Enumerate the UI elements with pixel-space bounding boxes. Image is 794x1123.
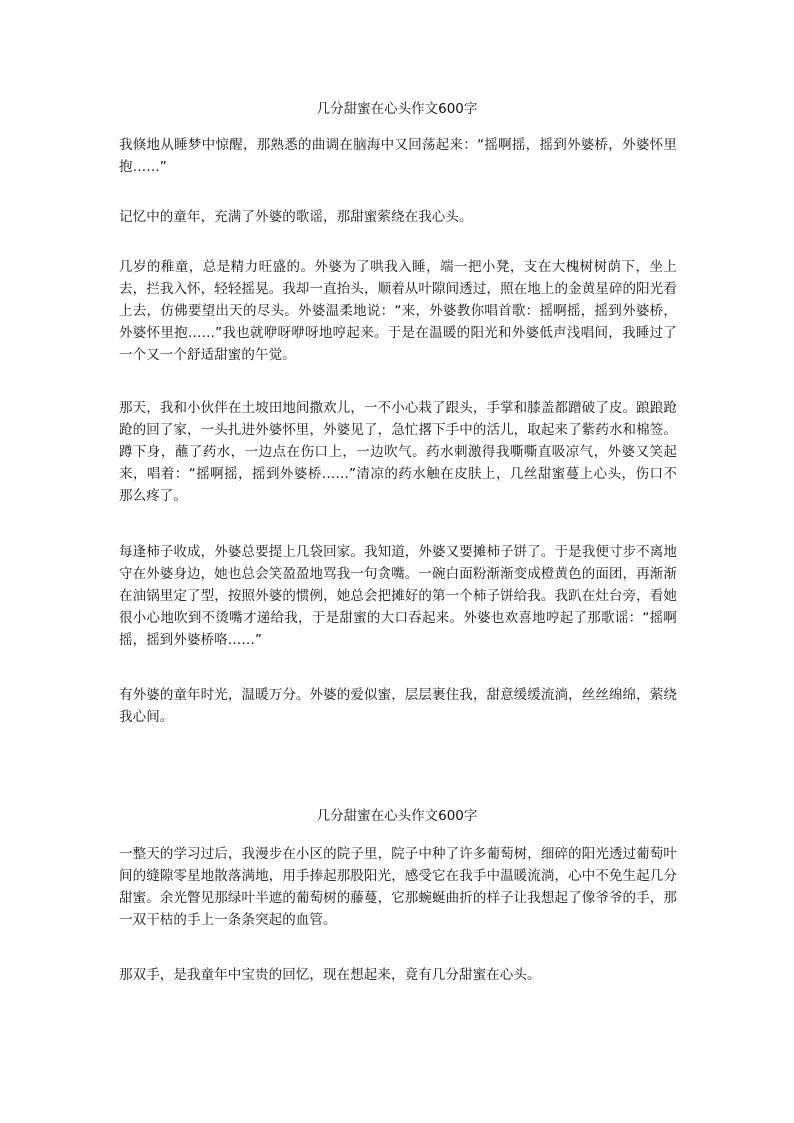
essay-2-paragraph-2: 那双手，是我童年中宝贵的回忆，现在想起来，竟有几分甜蜜在心头。 bbox=[119, 967, 541, 983]
essay-2-paragraph-1: 一整天的学习过后，我漫步在小区的院子里，院子中种了许多葡萄树，细碎的阳光透过葡萄叶间的缝隙零星地散落满地，用手捧起那股阳光，感受它在我手中温暖流淌，心中不免生起几分甜蜜。余光瞥见那绿叶半遮的葡萄树的藤蔓，它那蜿蜒曲折的样子让我想起了像爷爷的手，那一双干枯的手上一条条突起的血管。 bbox=[119, 846, 677, 928]
essay-2-title: 几分甜蜜在心头作文600字 bbox=[316, 808, 478, 824]
essay-1-title: 几分甜蜜在心头作文600字 bbox=[316, 101, 478, 117]
essay-1-paragraph-4: 那天，我和小伙伴在土坡田地间撒欢儿，一不小心栽了跟头，手掌和膝盖都蹭破了皮。踉踉跄跄的回了家，一头扎进外婆怀里，外婆见了，急忙撂下手中的活儿，取起来了紫药水和棉签。蹲下身，蘸了药水，一边点在伤口上，一边吹气。药水刺激得我嘶嘶直吸凉气，外婆又笑起来，唱着：“摇啊摇，摇到外婆桥……”清凉的药水触在皮肤上，几丝甜蜜蔓上心头，伤口不那么疼了。 bbox=[119, 400, 677, 504]
essay-1-paragraph-1: 我倏地从睡梦中惊醒，那熟悉的曲调在脑海中又回荡起来：“摇啊摇，摇到外婆桥，外婆怀里抱……” bbox=[119, 137, 677, 175]
essay-1-paragraph-6: 有外婆的童年时光，温暖万分。外婆的爱似蜜，层层裹住我，甜意缓缓流淌，丝丝绵绵，萦绕我心间。 bbox=[119, 687, 677, 725]
essay-1-paragraph-5: 每逢柿子收成，外婆总要提上几袋回家。我知道，外婆又要摊柿子饼了。于是我便寸步不离地守在外婆身边，她也总会笑盈盈地骂我一句贪嘴。一碗白面粉渐渐变成橙黄色的面团，再渐渐在油锅里定了型，按照外婆的惯例，她总会把摊好的第一个柿子饼给我。我趴在灶台旁，看她很小心地吹到不烫嘴才递给我，于是甜蜜的大口吞起来。外婆也欢喜地哼起了那歌谣：“摇啊摇，摇到外婆桥咯……” bbox=[119, 544, 677, 648]
essay-1-paragraph-2: 记忆中的童年，充满了外婆的歌谣，那甜蜜萦绕在我心头。 bbox=[119, 209, 473, 225]
essay-1-paragraph-3: 几岁的稚童，总是精力旺盛的。外婆为了哄我入睡，端一把小凳，支在大槐树树荫下，坐上去，拦我入怀，轻轻摇晃。我却一直抬头，顺着从叶隙间透过，照在地上的金黄星碎的阳光看上去，仿佛要望出天的尽头。外婆温柔地说：“来，外婆教你唱首歌：摇啊摇，摇到外婆桥，外婆怀里抱……”我也就咿呀咿呀地哼起来。于是在温暖的阳光和外婆低声浅唱间，我睡过了一个又一个舒适甜蜜的午觉。 bbox=[119, 259, 677, 363]
